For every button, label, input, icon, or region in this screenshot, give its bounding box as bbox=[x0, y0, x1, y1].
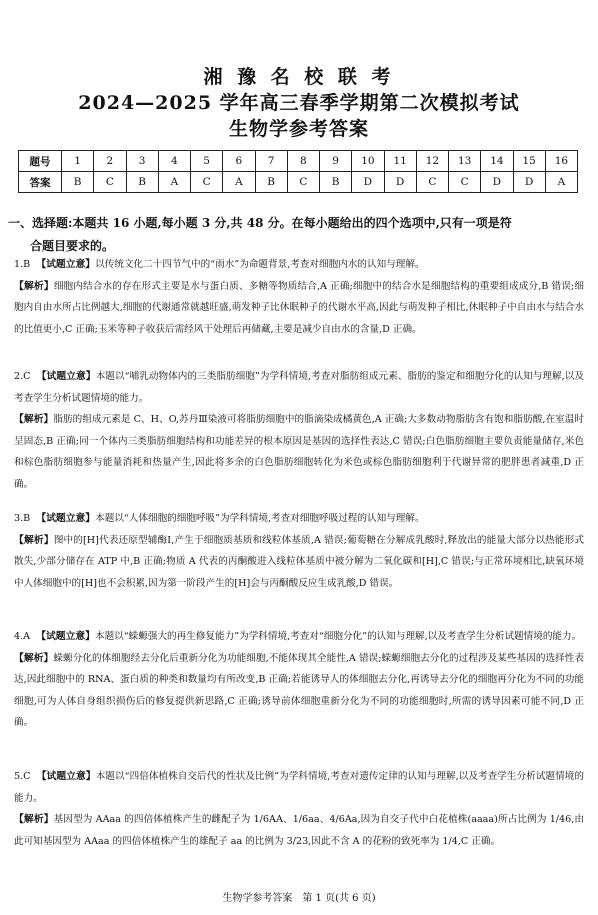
question-block bbox=[14, 366, 584, 495]
intent-tag: 【试题立意】 bbox=[36, 513, 96, 524]
question-block bbox=[14, 766, 584, 852]
answer-cell: C bbox=[287, 172, 319, 193]
row-label-number: 题号 bbox=[19, 151, 62, 172]
intent-tag: 【试题立意】 bbox=[36, 631, 95, 642]
section-heading-line2: 合题目要求的。 bbox=[30, 239, 115, 253]
question-number: 14 bbox=[481, 151, 513, 172]
answer-table bbox=[18, 150, 578, 193]
question-number: 3 bbox=[126, 151, 158, 172]
question-analysis bbox=[14, 530, 584, 595]
section-heading-line1: 一、选择题:本题共 16 小题,每小题 3 分,共 48 分。在每小题给出的四个选项中,只有一项是符 bbox=[8, 216, 512, 230]
question-intent bbox=[14, 366, 584, 409]
question-number: 11 bbox=[384, 151, 416, 172]
question-number: 4 bbox=[158, 151, 190, 172]
question-block bbox=[14, 254, 584, 340]
question-answer: 4.A bbox=[14, 631, 31, 642]
question-intent bbox=[14, 508, 584, 530]
answer-cell: B bbox=[62, 172, 94, 193]
question-answer: 3.B bbox=[14, 513, 31, 524]
question-number: 15 bbox=[513, 151, 545, 172]
answer-cell: B bbox=[255, 172, 287, 193]
analysis-tag: 【解析】 bbox=[14, 414, 54, 425]
analysis-text: 蝾螈分化的体细胞经去分化后重新分化为功能细胞,不能体现其全能性,A 错误;蝾螈细胞去分化的过程涉及某些基因的选择性表达,因此细胞中的 RNA、蛋白质的种类和数量均有所改变,B 正确;若能诱导人的体细胞去分化,再诱导去分化的细胞再分化为不同的功能细胞,可为人体自身组织损伤后的修复提供新思路,C 正确;诱导前体细胞重新分化为不同的功能细胞时,所需的诱导因素可能不同,D 正确。 bbox=[14, 652, 585, 728]
analysis-tag: 【解析】 bbox=[14, 534, 54, 546]
question-block bbox=[14, 626, 584, 734]
analysis-text: 基因型为 AAaa 的四倍体植株产生的雌配子为 1/6AA、1/6aa、4/6Aa,因为自交子代中白花植株(aaaa)所占比例为 1/46,由此可知基因型为 AAaa 的四倍体植株产生的雄配子 aa 的比例为 3/23,因此不含 A 的花粉的致死率为 1/4,C 正确。 bbox=[14, 814, 585, 847]
answer-cell: B bbox=[126, 172, 158, 193]
analysis-tag: 【解析】 bbox=[14, 814, 54, 825]
question-block bbox=[14, 508, 584, 594]
answer-cell: C bbox=[94, 172, 126, 193]
intent-text: 本题以“四倍体植株自交后代的性状及比例”为学科情境,考查对遗传定律的认知与理解,以及考查学生分析试题情境的能力。 bbox=[14, 771, 584, 804]
question-intent bbox=[14, 254, 584, 276]
question-intent bbox=[14, 626, 584, 648]
question-number-row bbox=[19, 151, 578, 172]
answer-cell: C bbox=[449, 172, 481, 193]
question-analysis bbox=[14, 276, 584, 341]
intent-tag: 【试题立意】 bbox=[36, 771, 96, 782]
question-number: 1 bbox=[62, 151, 94, 172]
question-number: 5 bbox=[191, 151, 223, 172]
intent-text: 本题以“人体细胞的细胞呼吸”为学科情境,考查对细胞呼吸过程的认知与理解。 bbox=[95, 513, 425, 524]
question-number: 6 bbox=[223, 151, 255, 172]
answer-cell: D bbox=[384, 172, 416, 193]
question-analysis bbox=[14, 409, 584, 495]
question-analysis bbox=[14, 648, 584, 734]
question-number: 13 bbox=[449, 151, 481, 172]
analysis-tag: 【解析】 bbox=[14, 652, 54, 664]
answer-cell: A bbox=[545, 172, 577, 193]
intent-text: 以传统文化二十四节气中的“雨水”为命题背景,考查对细胞内水的认知与理解。 bbox=[95, 259, 425, 270]
answer-cell: A bbox=[158, 172, 190, 193]
question-number: 8 bbox=[287, 151, 319, 172]
question-answer: 2.C bbox=[14, 371, 31, 382]
intent-text: 本题以“蝾螈强大的再生修复能力”为学科情境,考查对“细胞分化”的认知与理解,以及考查学生分析试题情境的能力。 bbox=[94, 631, 582, 642]
answer-key-title: 生物学参考答案 bbox=[228, 118, 369, 140]
answer-cell: D bbox=[352, 172, 384, 193]
answer-cell: D bbox=[481, 172, 513, 193]
analysis-tag: 【解析】 bbox=[14, 280, 54, 292]
answer-cell: C bbox=[416, 172, 448, 193]
exam-title: 2024—2025 学年高三春季学期第二次模拟考试 bbox=[78, 92, 520, 114]
section-heading bbox=[8, 212, 588, 258]
question-answer: 1.B bbox=[14, 259, 31, 270]
question-number: 16 bbox=[545, 151, 577, 172]
question-answer: 5.C bbox=[14, 771, 31, 782]
intent-tag: 【试题立意】 bbox=[36, 371, 96, 382]
exam-org-title: 湘 豫 名 校 联 考 bbox=[203, 66, 395, 88]
question-number: 10 bbox=[352, 151, 384, 172]
analysis-text: 脂肪的组成元素是 C、H、O,苏丹Ⅲ染液可将脂肪细胞中的脂滴染成橘黄色,A 正确;大多数动物脂肪含有饱和脂肪酸,在室温时呈固态,B 正确;同一个体内三类脂肪细胞结构和功能差异的根本原因是基因的选择性表达,C 错误;白色脂肪细胞主要负责能量储存,米色和棕色脂肪细胞参与能量消耗和热量产生,因此将多余的白色脂肪细胞转化为米色或棕色脂肪细胞利于代谢异常的肥胖患者减重,D 正确。 bbox=[14, 414, 584, 490]
question-number: 2 bbox=[94, 151, 126, 172]
intent-text: 本题以“哺乳动物体内的三类脂肪细胞”为学科情境,考查对脂肪组成元素、脂肪的鉴定和细胞分化的认知与理解,以及考查学生分析试题情境的能力。 bbox=[14, 371, 584, 404]
intent-tag: 【试题立意】 bbox=[36, 259, 96, 270]
answer-cell: A bbox=[223, 172, 255, 193]
question-number: 7 bbox=[255, 151, 287, 172]
question-analysis bbox=[14, 809, 584, 852]
answer-cell: C bbox=[191, 172, 223, 193]
page-footer: 生物学参考答案 第 1 页(共 6 页) bbox=[222, 893, 376, 904]
answer-row bbox=[19, 172, 578, 193]
analysis-text: 细胞内结合水的存在形式主要是水与蛋白质、多糖等物质结合,A 正确;细胞中的结合水是细胞结构的重要组成成分,B 错误;细胞内自由水所占比例越大,细胞的代谢通常就越旺盛,萌发种子比休眠种子的代谢水平高,因此与萌发种子相比,休眠种子中自由水与结合水的比值更小,C 正确;玉米等种子收获后需经风干处理后再储藏,主要是减少自由水的含量,D 正确。 bbox=[14, 280, 585, 335]
answer-cell: B bbox=[320, 172, 352, 193]
question-number: 9 bbox=[320, 151, 352, 172]
question-intent bbox=[14, 766, 584, 809]
analysis-text: 图中的[H]代表还原型辅酶Ⅰ,产生于细胞质基质和线粒体基质,A 错误;葡萄糖在分解成乳酸时,释放出的能量大部分以热能形式散失,少部分储存在 ATP 中,B 正确;物质 A 代表的丙酮酸进入线粒体基质中被分解为二氧化碳和[H],C 错误;与正常环境相比,缺氧环境中人体细胞中的[H]也不会积累,因为第一阶段产生的[H]会与丙酮酸反应生成乳酸,D 错误。 bbox=[14, 534, 585, 589]
question-number: 12 bbox=[416, 151, 448, 172]
answer-cell: D bbox=[513, 172, 545, 193]
row-label-answer: 答案 bbox=[19, 172, 62, 193]
